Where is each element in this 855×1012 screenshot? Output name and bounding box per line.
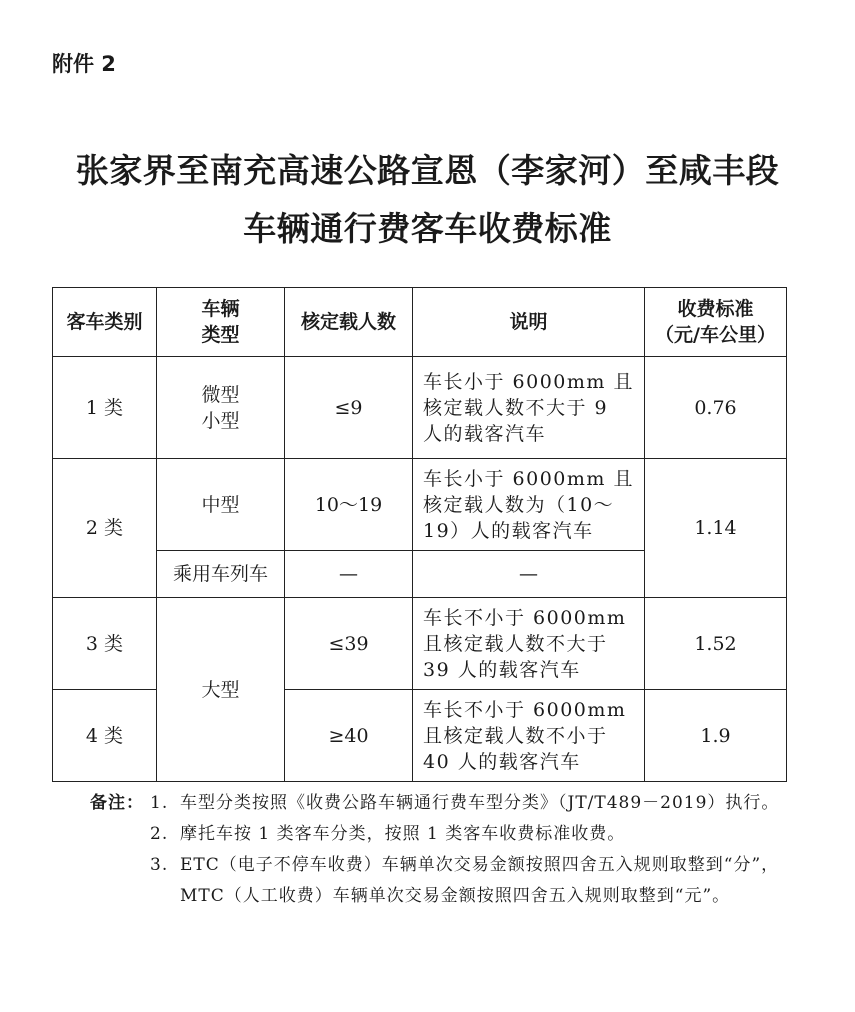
- note-number: 2.: [150, 824, 169, 844]
- notes-section: [90, 788, 790, 912]
- cell-description: —: [413, 551, 645, 598]
- note-item-1: [90, 788, 790, 819]
- cell-rate: 0.76: [645, 357, 787, 459]
- attachment-label: 附件 2: [52, 52, 116, 76]
- description-line-3: 19）人的载客汽车: [423, 519, 594, 542]
- cell-category: 4 类: [53, 690, 157, 782]
- note-number: 3.: [150, 855, 169, 875]
- description-line-2: 核定载人数为（10～: [423, 493, 615, 516]
- note-text: 摩托车按 1 类客车分类，按照 1 类客车收费标准收费。: [180, 824, 626, 844]
- header-category: 客车类别: [53, 288, 157, 357]
- note-item-2: [90, 819, 790, 850]
- description-line-3: 39 人的载客汽车: [423, 658, 581, 681]
- cell-seats: —: [285, 551, 413, 598]
- description-line-3: 40 人的载客汽车: [423, 750, 581, 773]
- fee-standard-table: [52, 287, 787, 782]
- description-line-1: 车长不小于 6000mm: [423, 606, 627, 629]
- description-line-2: 且核定载人数不大于: [423, 632, 608, 655]
- table-row-class-3: [53, 598, 787, 690]
- header-seats: 核定载人数: [285, 288, 413, 357]
- note-text: 车型分类按照《收费公路车辆通行费车型分类》（JT/T489－2019）执行。: [180, 793, 780, 813]
- document-title-line-1: 张家界至南充高速公路宣恩（李家河）至咸丰段: [75, 151, 780, 190]
- cell-seats: ≤9: [285, 357, 413, 459]
- cell-seats: ≥40: [285, 690, 413, 782]
- header-vehicle-type-line-1: 车辆: [201, 298, 240, 320]
- cell-rate: 1.9: [645, 690, 787, 782]
- cell-vehicle-type: 中型: [157, 459, 285, 551]
- header-rate-line-1: 收费标准: [677, 298, 754, 320]
- cell-description: [413, 357, 645, 459]
- header-rate: [645, 288, 787, 357]
- cell-description: [413, 598, 645, 690]
- description-line-2: 核定载人数不大于 9: [423, 396, 609, 419]
- description-line-2: 且核定载人数不小于: [423, 724, 608, 747]
- cell-seats: ≤39: [285, 598, 413, 690]
- description-line-1: 车长小于 6000mm 且: [423, 370, 634, 393]
- table-header-row: [53, 288, 787, 357]
- cell-vehicle-type: 乘用车列车: [157, 551, 285, 598]
- header-vehicle-type-line-2: 类型: [201, 324, 240, 346]
- cell-description: [413, 690, 645, 782]
- cell-seats: 10～19: [285, 459, 413, 551]
- header-description: 说明: [413, 288, 645, 357]
- table-row-class-1: [53, 357, 787, 459]
- cell-rate: 1.52: [645, 598, 787, 690]
- note-body-1: [150, 788, 790, 819]
- document-title-line-2: 车辆通行费客车收费标准: [243, 209, 612, 248]
- cell-category: 1 类: [53, 357, 157, 459]
- table-row-class-2: [53, 459, 787, 551]
- note-item-3: [90, 850, 790, 912]
- cell-rate: 1.14: [645, 459, 787, 598]
- description-line-1: 车长不小于 6000mm: [423, 698, 627, 721]
- description-line-1: 车长小于 6000mm 且: [423, 467, 634, 490]
- cell-category: 3 类: [53, 598, 157, 690]
- note-text: ETC（电子不停车收费）车辆单次交易金额按照四舍五入规则取整到“分”，MTC（人工收费）车辆单次交易金额按照四舍五入规则取整到“元”。: [180, 855, 780, 906]
- cell-description: [413, 459, 645, 551]
- cell-category: 2 类: [53, 459, 157, 598]
- description-line-3: 人的载客汽车: [423, 422, 547, 445]
- vehicle-type-line-2: 小型: [201, 409, 240, 432]
- cell-vehicle-type: [157, 357, 285, 459]
- header-rate-line-2: （元/车公里）: [655, 324, 776, 346]
- vehicle-type-line-1: 微型: [201, 383, 240, 406]
- cell-vehicle-type: 大型: [157, 598, 285, 782]
- notes-label: 备注：: [90, 793, 144, 813]
- header-vehicle-type: [157, 288, 285, 357]
- note-number: 1.: [150, 793, 169, 813]
